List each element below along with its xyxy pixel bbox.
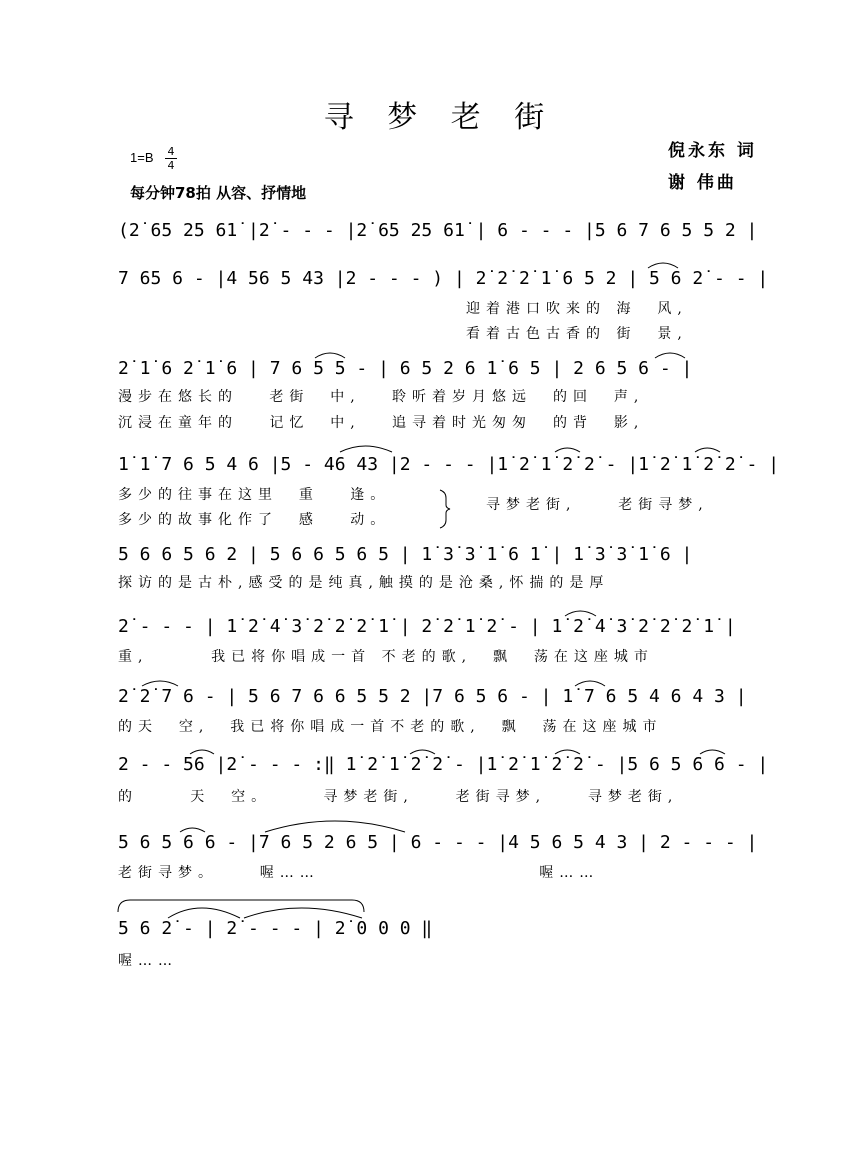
slur-mark xyxy=(168,908,240,918)
slur-mark xyxy=(265,821,405,832)
slur-mark xyxy=(648,263,678,268)
lyrics-row-4-verse-2: 多少的故事化作了 感 动。 xyxy=(118,512,391,528)
brace-mark xyxy=(440,490,450,528)
notation-row-3: 2̇ 1̇ 6 2̇ 1̇ 6 | 7 6 5 5 - | 6 5 2 6 1̇ 6 5 | 2 6 5 6 - | xyxy=(118,358,693,379)
notation-row-10: 5 6 2̇ - | 2̇ - - - | 2̇ 0 0 0 ‖ xyxy=(118,918,433,939)
lyrics-row-5: 探访的是古朴,感受的是纯真,触摸的是沧桑,怀揣的是厚 xyxy=(118,575,610,591)
lyrics-row-9: 老街寻梦。 喔…… 喔…… xyxy=(118,865,600,881)
slur-mark xyxy=(555,750,580,754)
slur-mark xyxy=(555,448,580,452)
lyrics-row-3-verse-1: 漫步在悠长的 老街 中, 聆听着岁月悠远 的回 声, xyxy=(118,389,645,405)
slur-mark xyxy=(142,681,178,686)
slur-mark xyxy=(410,750,435,754)
notation-row-1: (2̇ 65 25 61̇ |2̇ - - - |2̇ 65 25 61̇ | 6 - - - |5 6 7 6 5 5 2 | xyxy=(118,220,758,241)
slur-mark xyxy=(340,446,392,452)
time-signature-bottom: 4 xyxy=(165,158,177,172)
lyrics-row-7: 的天 空, 我已将你唱成一首不老的歌, 飘 荡在这座城市 xyxy=(118,719,663,735)
song-title: 寻 梦 老 街 xyxy=(323,100,557,135)
notation-row-6: 2̇ - - - | 1̇ 2̇ 4̇ 3̇ 2̇ 2̇ 2̇ 1̇ | 2̇ 2̇ 1̇ 2̇ - | 1̇ 2̇ 4̇ 3̇ 2̇ 2̇ 2̇ 1̇ | xyxy=(118,616,736,637)
slur-mark xyxy=(700,750,725,754)
slur-mark xyxy=(315,353,345,358)
slur-mark xyxy=(565,611,596,616)
lyrics-row-2-verse-1: 迎着港口吹来的 海 风, xyxy=(466,301,688,317)
slur-mark xyxy=(655,353,685,358)
lyrics-row-3-verse-2: 沉浸在童年的 记忆 中, 追寻着时光匆匆 的背 影, xyxy=(118,415,645,431)
composer-credit: 谢 伟曲 xyxy=(668,173,737,193)
lyrics-row-2-verse-2: 看着古色古香的 街 景, xyxy=(466,326,688,342)
notation-row-4: 1̇ 1̇ 7 6 5 4 6 |5 - 46 43 |2 - - - |1̇ 2̇ 1̇ 2̇ 2̇ - |1̇ 2̇ 1̇ 2̇ 2̇ - | xyxy=(118,454,780,475)
slur-mark xyxy=(244,908,362,918)
slur-mark xyxy=(695,448,720,452)
slur-mark xyxy=(190,750,214,754)
notation-row-7: 2̇ 2̇ 7 6 - | 5 6 7 6 6 5 5 2 |7 6 5 6 - | 1̇ 7 6 5 4 6 4 3 | xyxy=(118,686,747,707)
lyrics-row-10: 喔…… xyxy=(118,953,178,969)
notation-row-5: 5 6 6 5 6 2 | 5 6 6 5 6 5 | 1̇ 3̇ 3̇ 1̇ 6 1̇ | 1̇ 3̇ 3̇ 1̇ 6 | xyxy=(118,544,693,565)
tempo-marking: 每分钟78拍 从容、抒情地 xyxy=(130,184,307,202)
lyrics-row-4-chorus: 寻梦老街, 老街寻梦, xyxy=(486,497,709,513)
key-signature: 1=B xyxy=(130,150,154,165)
time-signature-top: 4 xyxy=(167,145,175,158)
lyricist-credit: 倪永东 词 xyxy=(668,141,757,161)
slur-mark xyxy=(180,828,205,832)
notation-row-2: 7 65 6 - |4 56 5 43 |2 - - - ) | 2̇ 2̇ 2̇ 1̇ 6 5 2 | 5 6 2̇ - - | xyxy=(118,268,769,289)
notation-row-9: 5 6 5 6 6 - |7 6 5 2 6 5 | 6 - - - |4 5 6 5 4 3 | 2 - - - | xyxy=(118,832,758,853)
lyrics-row-4-verse-1: 多少的往事在这里 重 逢。 xyxy=(118,487,391,503)
slur-mark xyxy=(575,681,605,686)
lyrics-row-8: 的 天 空。 寻梦老街, 老街寻梦, 寻梦老街, xyxy=(118,789,679,805)
notation-row-8: 2 - - 56 |2̇ - - - :‖ 1̇ 2̇ 1̇ 2̇ 2̇ - |1̇ 2̇ 1̇ 2̇ 2̇ - |5 6 5 6 6 - | xyxy=(118,754,769,775)
lyrics-row-6: 重, 我已将你唱成一首 不老的歌, 飘 荡在这座城市 xyxy=(118,649,654,665)
